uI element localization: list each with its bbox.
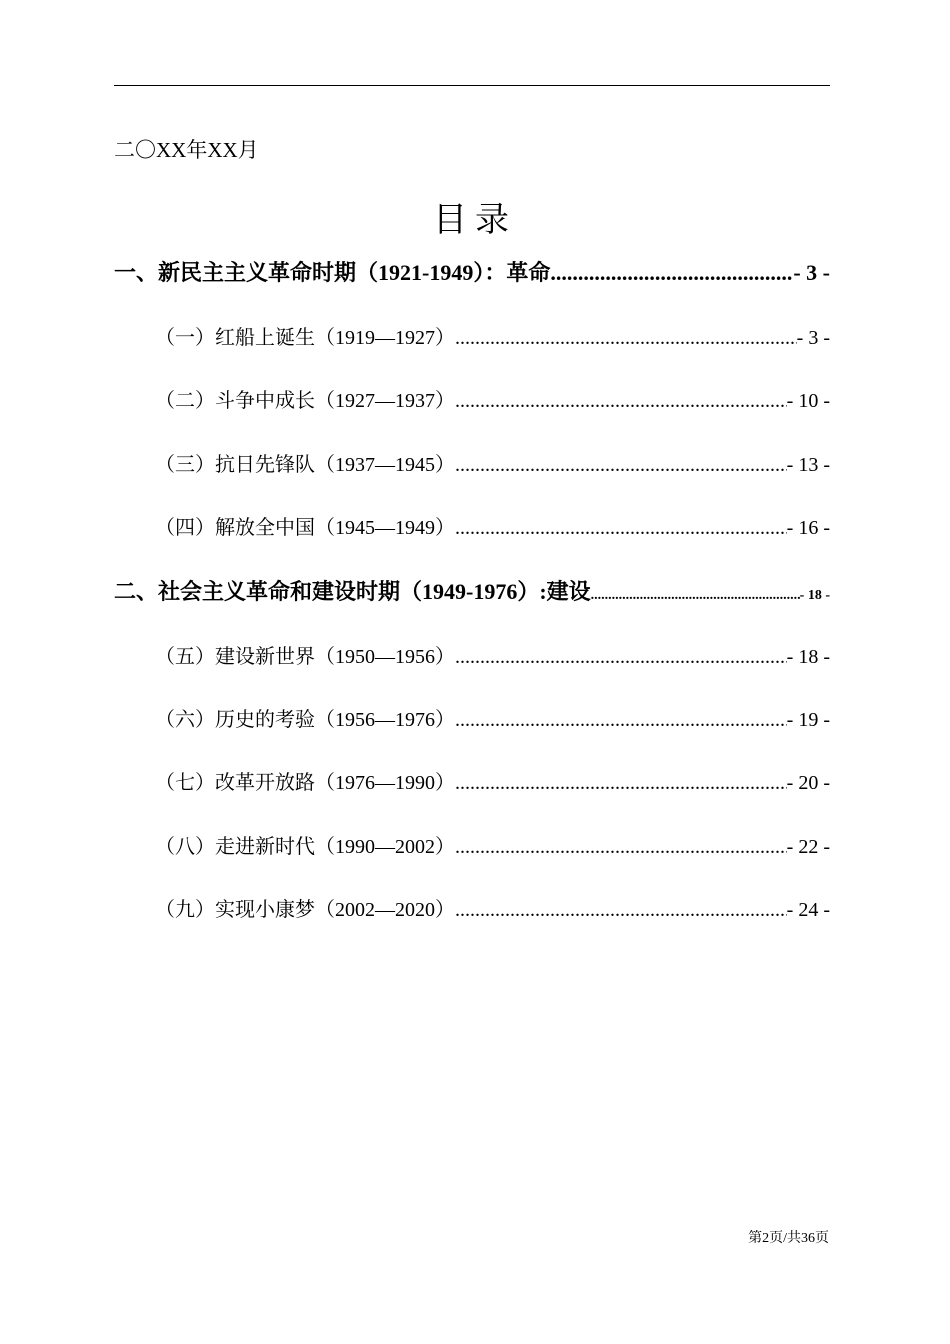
toc-leader-dots: [455, 769, 787, 797]
toc-entry-label: （九）实现小康梦（2002—2020）: [155, 899, 455, 921]
toc-entry-label: （八）走进新时代（1990—2002）: [155, 836, 455, 858]
toc-entry-chapter-3[interactable]: [155, 451, 830, 479]
toc-leader-dots: [455, 706, 787, 734]
toc-entry-page: - 3 -: [793, 260, 830, 285]
toc-leader-dots: [455, 324, 797, 352]
toc-entry-page: - 24 -: [786, 899, 830, 921]
toc-title: 目录: [433, 200, 517, 240]
toc-entry-chapter-8[interactable]: [155, 833, 830, 861]
toc-entry-label: （五）建设新世界（1950—1956）: [155, 646, 455, 668]
toc-entry-chapter-5[interactable]: [155, 643, 830, 671]
document-date: 二〇XX年XX月: [114, 138, 259, 162]
toc-entry-label: （一）红船上诞生（1919—1927）: [155, 327, 455, 349]
toc-entry-label: （二）斗争中成长（1927—1937）: [155, 390, 455, 412]
toc-entry-page: - 10 -: [786, 390, 830, 412]
toc-entry-label: 一、新民主主义革命时期（1921-1949）：革命: [114, 260, 551, 285]
page-number-footer: 第2页/共36页: [748, 1231, 829, 1246]
toc-entry-page: - 16 -: [786, 517, 830, 539]
toc-entry-chapter-2[interactable]: [155, 387, 830, 415]
header-rule: [114, 85, 830, 86]
toc-entry-label: （七）改革开放路（1976—1990）: [155, 772, 455, 794]
toc-entry-page: - 22 -: [786, 836, 830, 858]
toc-leader-dots: [455, 451, 787, 479]
toc-entry-label: （六）历史的考验（1956—1976）: [155, 709, 455, 731]
toc-entry-chapter-1[interactable]: [155, 324, 830, 352]
toc-leader-dots: [455, 514, 787, 542]
toc-leader-dots: [591, 581, 800, 611]
toc-leader-dots: [455, 643, 787, 671]
toc-entry-page: - 18 -: [786, 646, 830, 668]
toc-entry-label: （三）抗日先锋队（1937—1945）: [155, 454, 455, 476]
toc-entry-page: - 18 -: [799, 588, 830, 603]
toc-leader-dots: [455, 896, 787, 924]
toc-entry-part-1[interactable]: [114, 258, 830, 288]
toc-entry-chapter-9[interactable]: [155, 896, 830, 924]
toc-entry-chapter-4[interactable]: [155, 514, 830, 542]
toc-entry-chapter-6[interactable]: [155, 706, 830, 734]
toc-leader-dots: [455, 387, 787, 415]
toc-leader-dots: [455, 833, 787, 861]
toc-entry-page: - 13 -: [786, 454, 830, 476]
toc-leader-dots: [550, 258, 793, 288]
toc-entry-page: - 19 -: [786, 709, 830, 731]
toc-entry-page: - 3 -: [796, 327, 830, 349]
toc-entry-label: 二、社会主义革命和建设时期（1949-1976）:建设: [114, 579, 591, 604]
toc-entry-part-2[interactable]: [114, 577, 830, 611]
toc-entry-label: （四）解放全中国（1945—1949）: [155, 517, 455, 539]
toc-entry-chapter-7[interactable]: [155, 769, 830, 797]
toc-entry-page: - 20 -: [786, 772, 830, 794]
